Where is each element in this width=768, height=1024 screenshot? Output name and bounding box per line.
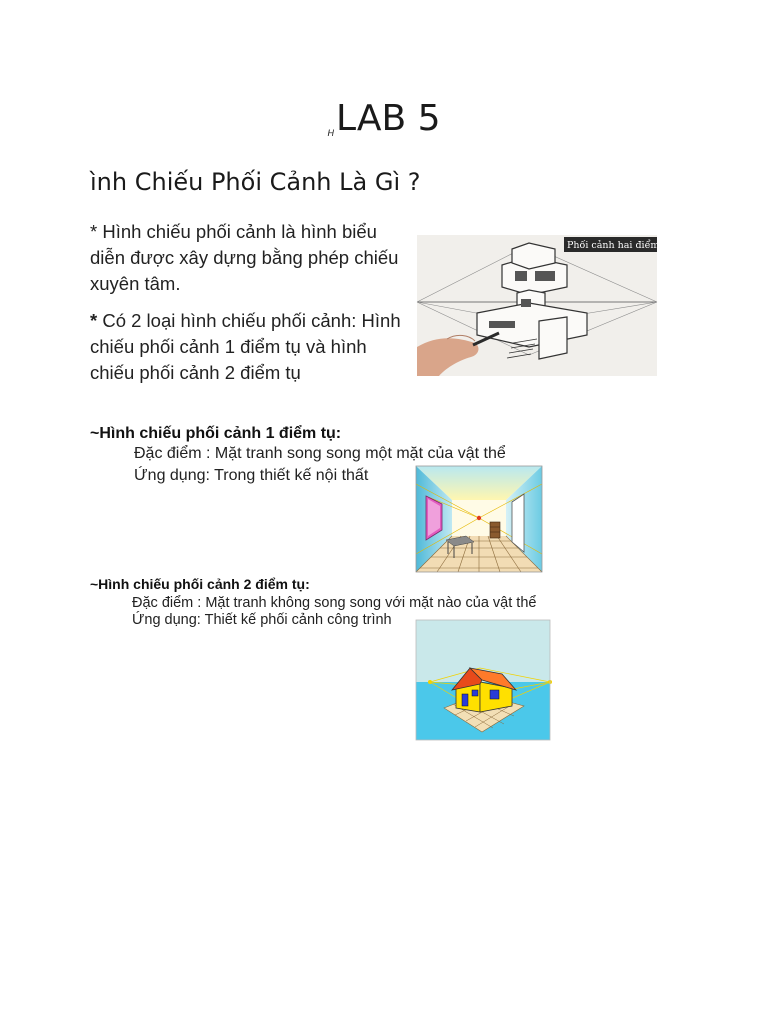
photo-caption: Phối cảnh hai điểm tụ (567, 240, 673, 251)
section1-feature: Đặc điểm : Mặt tranh song song một mặt của vật thể (134, 445, 506, 462)
intro-paragraph-2 (90, 308, 410, 386)
title-prefix: H (327, 128, 334, 138)
intro-paragraph-2-text: Có 2 loại hình chiếu phối cảnh: Hình chiếu phối cảnh 1 điểm tụ và hình chiếu phối cảnh 2 điểm tụ (90, 310, 401, 383)
bullet-star: * (90, 310, 98, 331)
section1-application: Ứng dụng: Trong thiết kế nội thất (134, 467, 369, 484)
section-heading: ình Chiếu Phối Cảnh Là Gì ? (90, 168, 421, 196)
section2-application: Ứng dụng: Thiết kế phối cảnh công trình (132, 612, 392, 628)
intro-paragraph-1: * Hình chiếu phối cảnh là hình biểu diễn được xây dựng bằng phép chiếu xuyên tâm. (90, 221, 399, 294)
perspective-sketch-image (417, 235, 673, 376)
section1-heading: ~Hình chiếu phối cảnh 1 điểm tụ: (90, 425, 342, 442)
two-point-house-image (416, 620, 550, 740)
title-main: LAB 5 (335, 98, 441, 139)
one-point-room-image (416, 466, 542, 572)
section2-feature: Đặc điểm : Mặt tranh không song song với mặt nào của vật thể (132, 595, 537, 611)
section2-heading: ~Hình chiếu phối cảnh 2 điểm tụ: (90, 576, 310, 592)
page-title (0, 98, 768, 139)
